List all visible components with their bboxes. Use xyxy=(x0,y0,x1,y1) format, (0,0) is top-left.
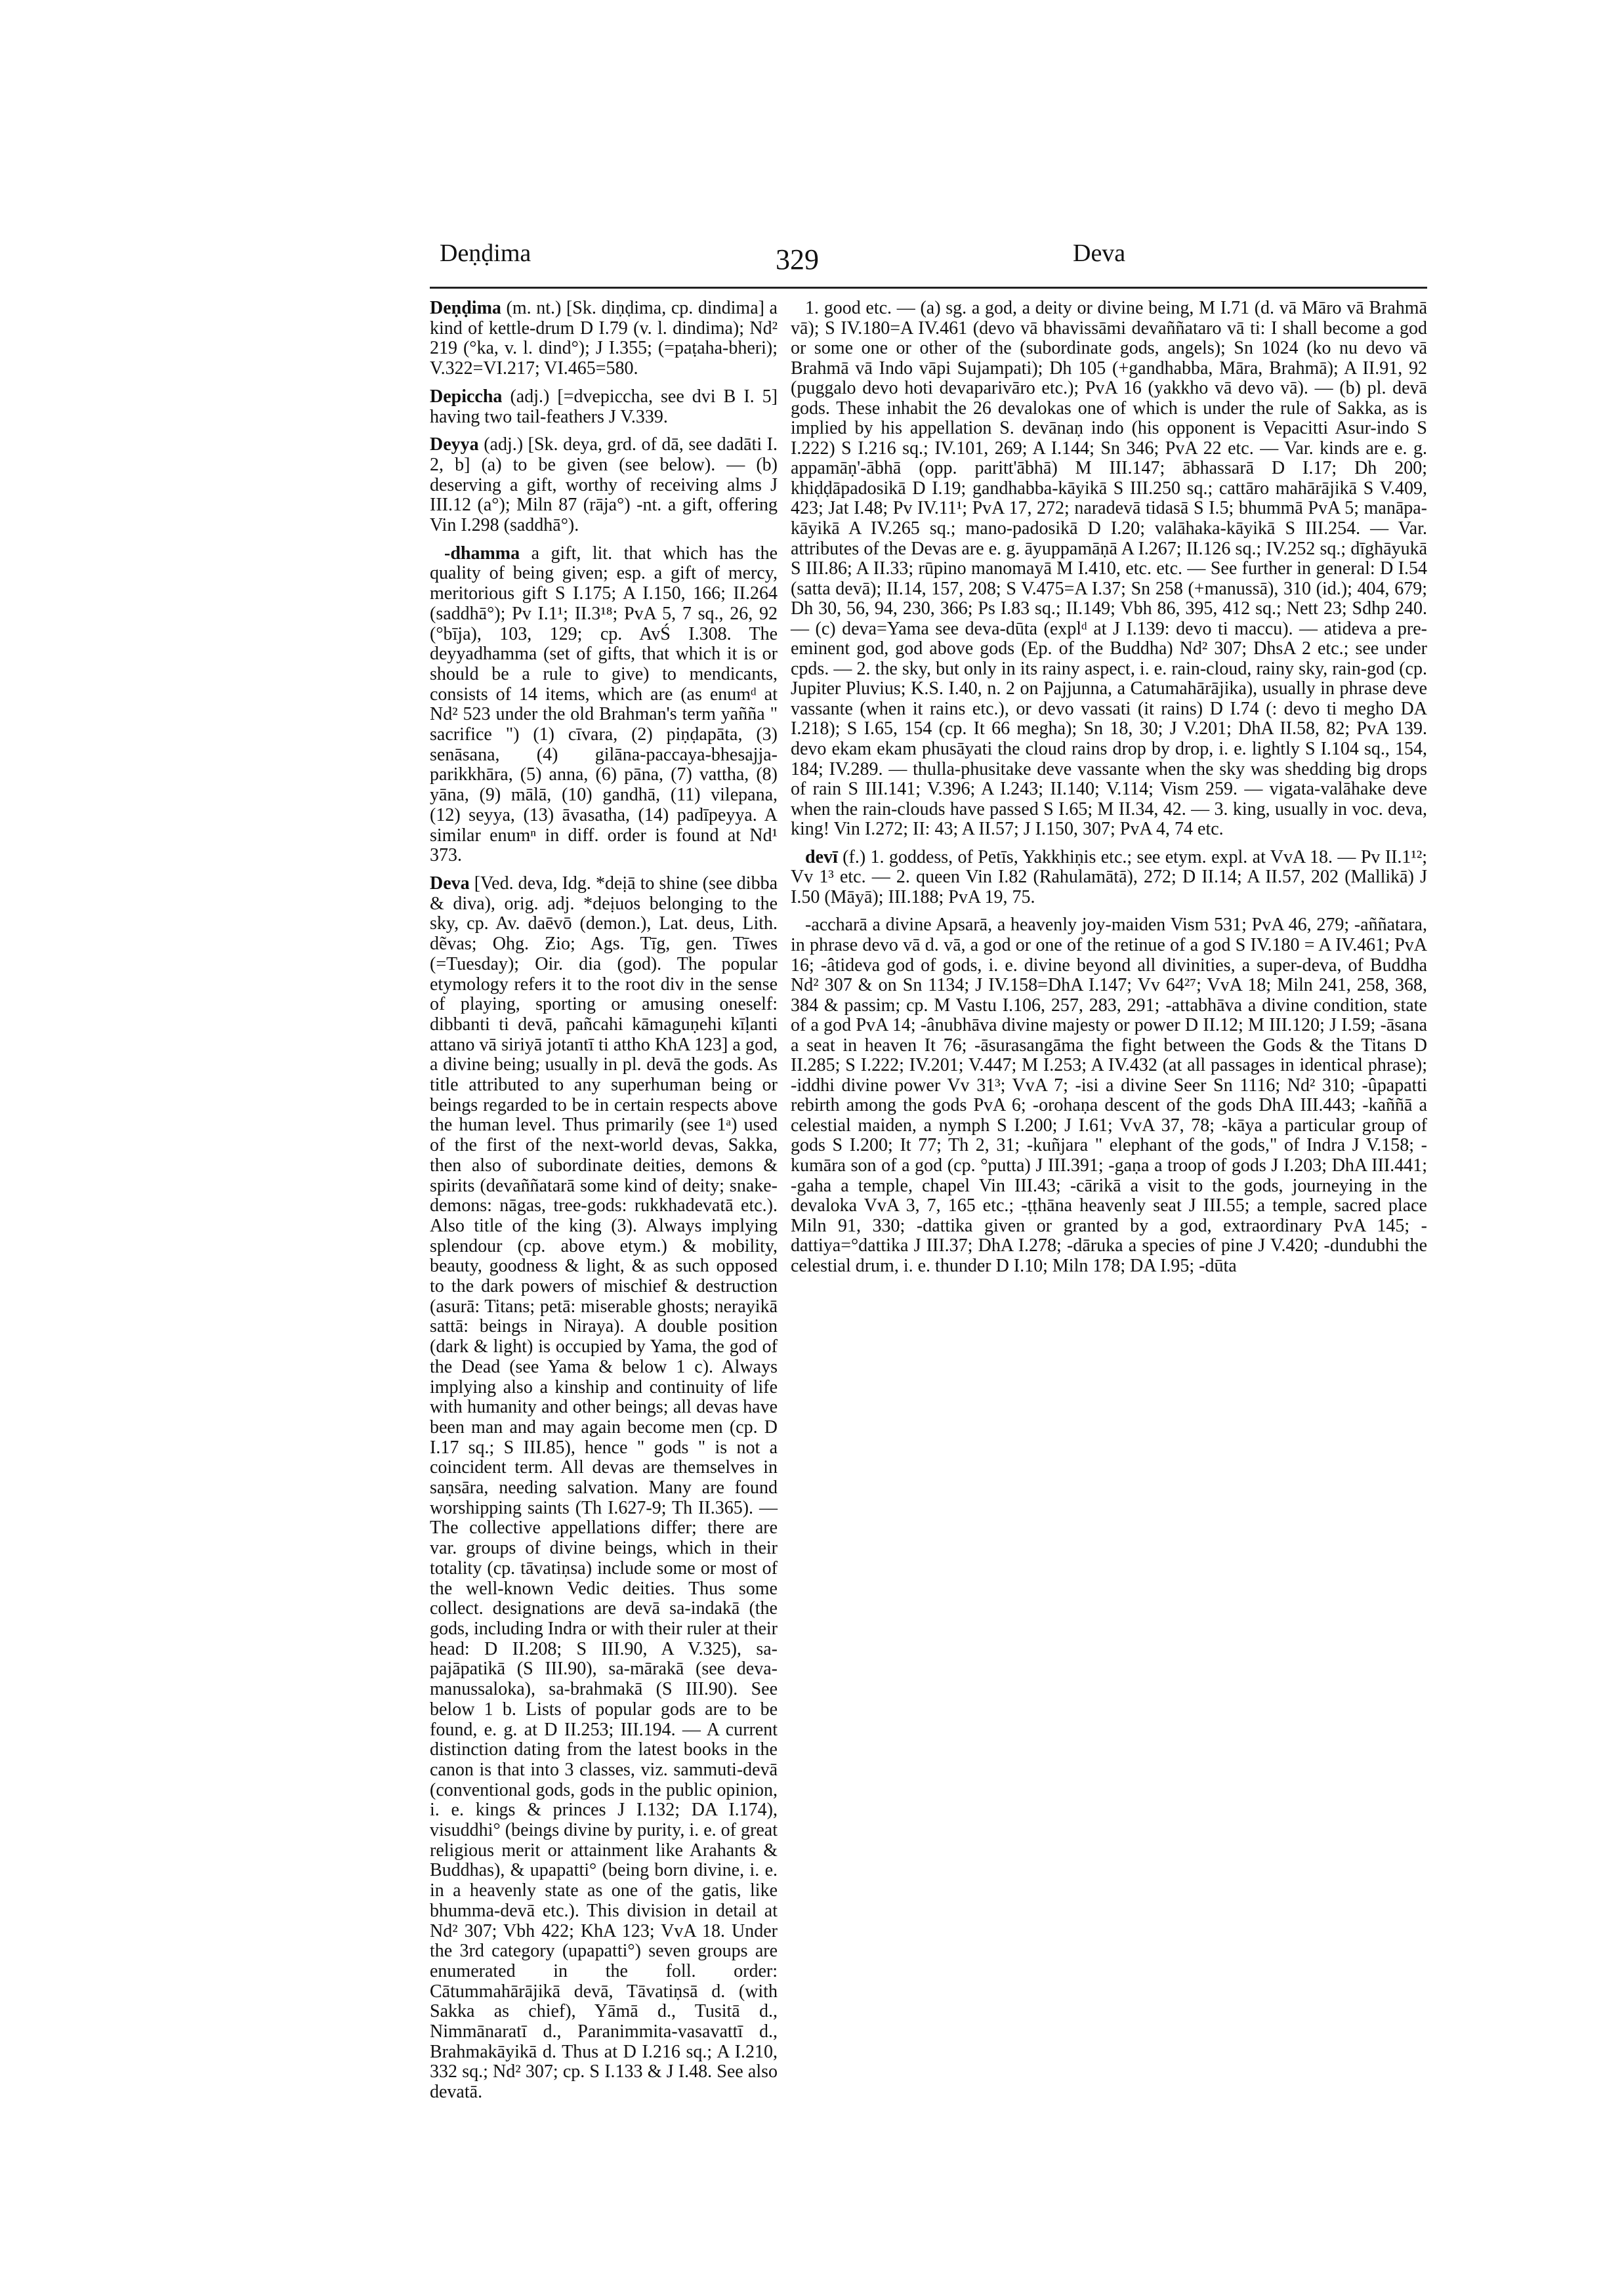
headword-devi: devī xyxy=(805,846,838,867)
entry-depiccha xyxy=(430,387,778,427)
right-column xyxy=(791,299,1427,1284)
headword-deva: Deva xyxy=(430,873,470,894)
page-number: 329 xyxy=(776,243,819,276)
header-right-word: Deva xyxy=(1073,239,1126,267)
deva-senses: 1. good etc. — (a) sg. a god, a deity or divine being, M I.71 (d. vā Māro vā Brahmā vā); S IV.180=A IV.461 (devo vā bhavissāmi devaññataro vā ti: I shall become a god or some one or other of the (subordinate gods, angels); Sn 1024 (ko nu devo vā Brahmā vā Indo vāpi Sujampati); Dh 105 (+gandhabba, Māra, Brahmā); A II.91, 92 (puggalo devo hoti devaparivāro etc.); PvA 16 (yakkho vā devo vā). — (b) pl. devā gods. These inhabit the 26 devalokas one of which is under the rule of Sakka, as is implied by his appellation S. devānaṇ indo (his opponent is Vepacitti Asur-indo S I.222) S I.216 sq.; IV.101, 269; A I.144; Sn 346; PvA 22 etc. — Var. kinds are e. g. appamāṇ'-ābhā (opp. paritt'ābhā) M III.147; ābhassarā D I.17; Dh 200; khiḍḍāpadosikā D I.19; gandhabba-kāyikā S III.250 sq.; cattāro mahārājikā S V.409, 423; Jat I.48; Pv IV.11¹; PvA 17, 272; naradevā tidasā S I.5; bhummā PvA 5; manāpa-kāyikā A IV.265 sq.; mano-padosikā D I.20; valāhaka-kāyikā S III.254. — Var. attributes of the Devas are e. g. āyuppamāṇā A I.267; II.126 sq.; IV.252 sq.; dīghāyukā S III.86; A II.33; rūpino manomayā M I.410, etc. etc. — See further in general: D I.54 (satta devā); II.14, 157, 208; S V.475=A I.37; Sn 258 (+manussā), 310 (id.); 404, 679; Dh 30, 56, 94, 230, 366; Ps I.83 sq.; II.149; Vbh 86, 395, 412 sq.; Nett 23; Sdhp 240. — (c) deva=Yama see deva-dūta (explᵈ at J I.139: devo ti maccu). — atideva a pre-eminent god, god above gods (Ep. of the Buddha) Nd² 307; DhsA 2 etc.; see under cpds. — 2. the sky, but only in its rainy aspect, i. e. rain-cloud, rainy sky, rain-god (cp. Jupiter Pluvius; K.S. I.40, n. 2 on Pajjunna, a Catumahārājika), usually in phrase deve vassante (when it rains etc.), or devo vassati (it rains) D I.74 (: devo ti megho DA I.218); S I.65, 154 (cp. It 66 megha); Sn 18, 30; J V.201; DhA II.58, 82; PvA 139. devo ekam ekam phusāyati the cloud rains drop by drop, i. e. lightly S I.104 sq., 154, 184; IV.289. — thulla-phusitake deve vassante when the sky was shedding big drops of rain S III.141; V.396; A I.243; II.140; V.114; Vism 259. — vigata-valāhake deve when the rain-clouds have passed S I.65; M II.34, 42. — 3. king, usually in voc. deva, king! Vin I.272; II: 43; A II.57; J I.150, 307; PvA 4, 74 etc. xyxy=(791,298,1427,840)
headword-depiccha: Depiccha xyxy=(430,386,503,407)
entry-deyya-body: (adj.) [Sk. deya, grd. of dā, see dadāti I. 2, b] (a) to be given (see below). — (b) deserving a gift, worthy of receiving alms J III.12 (a°); Miln 87 (rāja°) -nt. a gift, offering Vin I.298 (saddhā°). xyxy=(430,434,778,536)
entry-dendima xyxy=(430,299,778,379)
entry-deyya xyxy=(430,435,778,536)
running-head xyxy=(430,235,1427,276)
entry-dendima-body: (m. nt.) [Sk. diṇḍima, cp. dindima] a kind of kettle-drum D I.79 (v. l. dindima); Nd² 219 (°ka, v. l. dind°); J I.355; (=paṭaha-bheri); V.322=VI.217; VI.465=580. xyxy=(430,298,778,379)
subentry-deyya-dhamma-body: a gift, lit. that which has the quality of being given; esp. a gift of mercy, meritorious gift S I.175; A I.150, 166; II.264 (saddhā°); Pv I.1¹; II.3¹⁸; PvA 5, 7 sq., 26, 92 (°bīja), 103, 129; cp. AvŚ I.308. The deyyadhamma (set of gifts, that which it is or should be a rule to give) to mendicants, consists of 14 items, which are (as enumᵈ at Nd² 523 under the old Brahman's term yañña " sacrifice ") (1) cīvara, (2) piṇḍapāta, (3) senāsana, (4) gilāna-paccaya-bhesajja-parikkhāra, (5) anna, (6) pāna, (7) vattha, (8) yāna, (9) mālā, (10) gandhā, (11) vilepana, (12) seyya, (13) āvasatha, (14) padīpeyya. A similar enumⁿ in diff. order is found at Nd¹ 373. xyxy=(430,543,778,866)
header-rule xyxy=(430,287,1427,289)
header-left-word: Deṇḍima xyxy=(440,239,531,267)
headword-deyya: Deyya xyxy=(430,434,479,455)
entry-deva xyxy=(430,874,778,2103)
subentry-deyya-dhamma xyxy=(430,544,778,866)
entry-devi xyxy=(791,848,1427,908)
headword-deyya-dhamma: -dhamma xyxy=(444,543,520,564)
left-column xyxy=(430,299,778,2111)
deva-compounds: -accharā a divine Apsarā, a heavenly joy-maiden Vism 531; PvA 46, 279; -aññatara, in phrase devo vā d. vā, a god or one of the retinue of a god S IV.180 = A IV.461; PvA 16; -âtideva god of gods, i. e. divine beyond all divinities, a super-deva, of Buddha Nd² 307 & on Sn 1134; J IV.158=DhA I.147; Vv 64²⁷; VvA 18; Miln 241, 258, 368, 384 & passim; cp. M Vastu I.106, 257, 283, 291; -attabhāva a divine condition, state of a god PvA 14; -ânubhāva divine majesty or power D II.12; M III.120; J I.59; -āsana a seat in heaven It 76; -āsurasangāma the fight between the Gods & the Titans D II.285; S I.222; IV.201; V.447; M I.253; A IV.432 (at all passages in identical phrase); -iddhi divine power Vv 31³; VvA 7; -isi a divine Seer Sn 1116; Nd² 310; -ûpapatti rebirth among the gods PvA 6; -orohaṇa descent of the gods DhA III.443; -kaññā a celestial maiden, a nymph S I.200; J I.61; VvA 37, 78; -kāya a particular group of gods S I.200; It 77; Th 2, 31; -kuñjara " elephant of the gods," of Indra J V.158; -kumāra son of a god (cp. °putta) J III.391; -gaṇa a troop of gods J I.203; DhA III.441; -gaha a temple, chapel Vin III.43; -cārikā a visit to the gods, journeying in the devaloka VvA 3, 7, 165 etc.; -ṭṭhāna heavenly seat J III.55; a temple, sacred place Miln 91, 330; -dattika given or granted by a god, extraordinary PvA 145; -dattiya=°dattika J III.37; DhA I.278; -dāruka a species of pine J V.420; -dundubhi the celestial drum, i. e. thunder D I.10; Miln 178; DA I.95; -dūta xyxy=(791,915,1427,1276)
entry-depiccha-body: (adj.) [=dvepiccha, see dvi B I. 5] having two tail-feathers J V.339. xyxy=(430,386,778,427)
entry-deva-body: [Ved. deva, Idg. *deịā to shine (see dibba & diva), orig. adj. *deịuos belonging to the sky, cp. Av. daēvō (demon.), Lat. deus, Lith. dẽvas; Ohg. Ƶio; Ags. Tīg, gen. Tīwes (=Tuesday); Oir. dia (god). The popular etymology refers it to the root div in the sense of playing, sporting or amusing oneself: dibbanti ti devā, pañcahi kāmaguṇehi kīḷanti attano vā siriyā jotantī ti attho KhA 123] a god, a divine being; usually in pl. devā the gods. As title attributed to any superhuman being or beings regarded to be in certain respects above the human level. Thus primarily (see 1ᵃ) used of the first of the next-world devas, Sakka, then also of subordinate deities, demons & spirits (devaññatarā some kind of deity; snake-demons: nāgas, tree-gods: rukkhadevatā etc.). Also title of the king (3). Always implying splendour (cp. above etym.) & mobility, beauty, goodness & light, & as such opposed to the dark powers of mischief & destruction (asurā: Titans; petā: miserable ghosts; nerayikā sattā: beings in Niraya). A double position (dark & light) is occupied by Yama, the god of the Dead (see Yama & below 1 c). Always implying also a kinship and continuity of life with humanity and other beings; all devas have been man and may again become men (cp. D I.17 sq.; S III.85), hence " gods " is not a coincident term. All devas are themselves in saṇsāra, needing salvation. Many are found worshipping saints (Th I.627-9; Th II.365). — The collective appellations differ; there are var. groups of divine beings, which in their totality (cp. tāvatiṇsa) include some or most of the well-known Vedic deities. Thus some collect. designations are devā sa-indakā (the gods, including Indra or with their ruler at their head: D II.208; S III.90, A V.325), sa-pajāpatikā (S III.90), sa-mārakā (see deva-manussaloka), sa-brahmakā (S III.90). See below 1 b. Lists of popular gods are to be found, e. g. at D II.253; III.194. — A current distinction dating from the latest books in the canon is that into 3 classes, viz. sammuti-devā (conventional gods, gods in the public opinion, i. e. kings & princes J I.132; DA I.174), visuddhi° (beings divine by purity, i. e. of great religious merit or attainment like Arahants & Buddhas), & upapatti° (being born divine, i. e. in a heavenly state as one of the gatis, like bhumma-devā etc.). This division in detail at Nd² 307; Vbh 422; KhA 123; VvA 18. Under the 3rd category (upapatti°) seven groups are enumerated in the foll. order: Cātummahārājikā devā, Tāvatiṇsā d. (with Sakka as chief), Yāmā d., Tusitā d., Nimmānaratī d., Paranimmita-vasavattī d., Brahmakāyikā d. Thus at D I.216 sq.; A I.210, 332 sq.; Nd² 307; cp. S I.133 & J I.48. See also devatā. xyxy=(430,873,778,2103)
headword-dendima: Deṇḍima xyxy=(430,298,501,318)
entry-devi-body: (f.) 1. goddess, of Petīs, Yakkhiṇis etc.; see etym. expl. at VvA 18. — Pv II.1¹²; Vv 1³ etc. — 2. queen Vin I.82 (Rahulamātā), 272; D II.14; A II.57, 202 (Mallikā) J I.50 (Māyā); III.188; PvA 19, 75. xyxy=(791,846,1427,907)
